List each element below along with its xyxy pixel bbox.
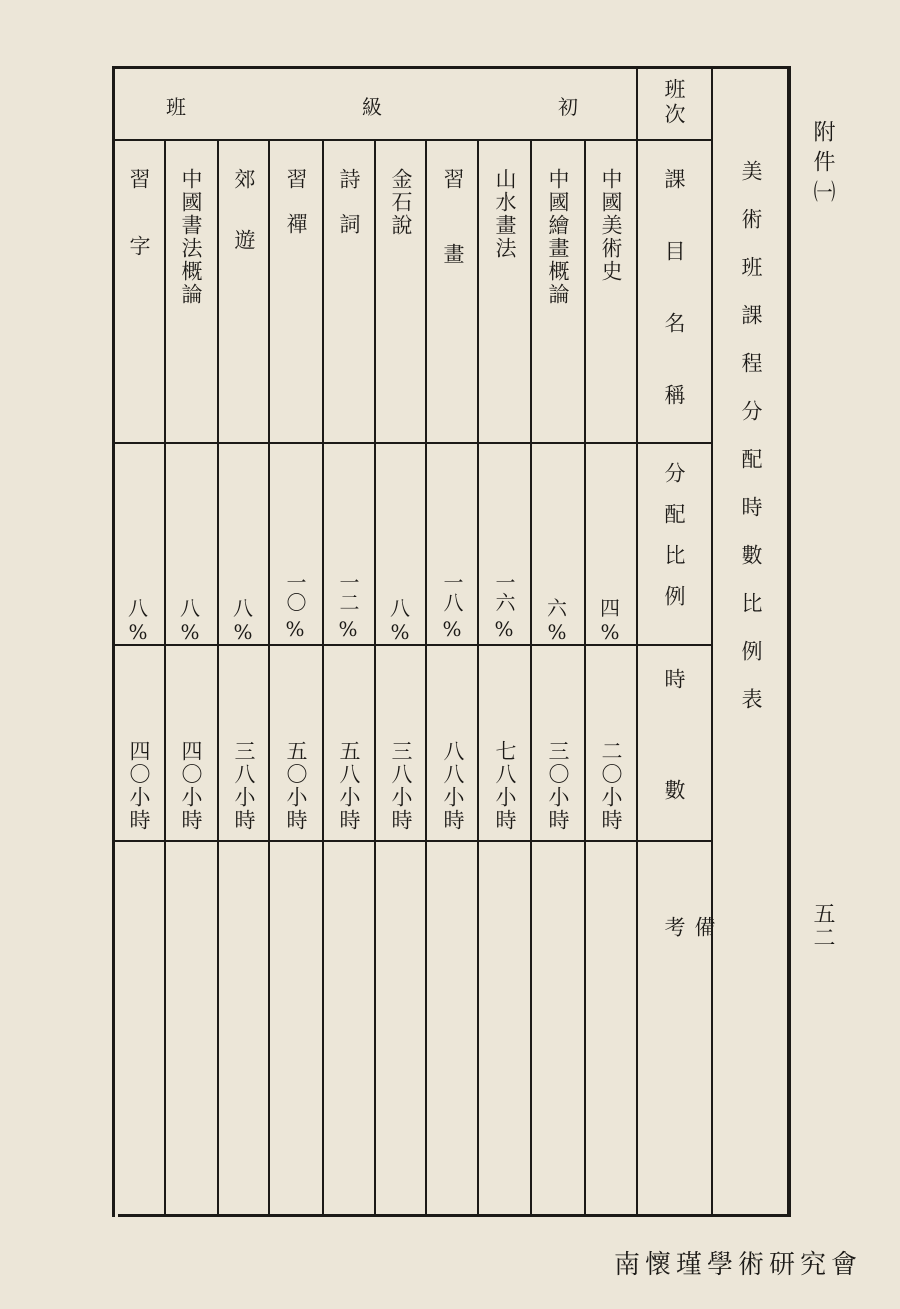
ratio-unit: % bbox=[390, 620, 410, 644]
table-title: 美術班課程分配時數比例表 bbox=[739, 160, 763, 736]
ratio-num: 八 bbox=[390, 596, 410, 620]
ratio-cell bbox=[173, 596, 207, 644]
hours-cell: 七八小時 bbox=[493, 740, 517, 832]
hours-cell: 五〇小時 bbox=[284, 740, 308, 832]
subject-cell: 習字 bbox=[127, 168, 151, 302]
class-header: 班次 bbox=[662, 78, 686, 128]
ratio-unit: % bbox=[285, 617, 305, 641]
hours-cell: 八八小時 bbox=[441, 740, 465, 832]
ratio-num: 一二 bbox=[336, 572, 360, 612]
ratio-unit: % bbox=[233, 620, 253, 644]
hours-header: 時數 bbox=[662, 668, 686, 890]
hours-cell: 五八小時 bbox=[337, 740, 361, 832]
class-group-char-ji: 級 bbox=[362, 95, 382, 119]
ratio-cell bbox=[226, 596, 260, 644]
ratio-unit: % bbox=[494, 617, 514, 641]
ratio-unit: % bbox=[180, 620, 200, 644]
ratio-cell bbox=[487, 572, 521, 641]
ratio-cell bbox=[383, 596, 417, 644]
publisher-footer: 南懷瑾學術研究會 bbox=[613, 1250, 862, 1280]
subject-cell: 中國繪畫概論 bbox=[546, 168, 570, 306]
ratio-cell bbox=[540, 596, 574, 644]
appendix-label: 附件㈠ bbox=[810, 120, 835, 210]
ratio-num: 八 bbox=[128, 596, 148, 620]
ratio-header: 分配比例 bbox=[662, 462, 686, 626]
ratio-num: 六 bbox=[547, 596, 567, 620]
class-group-char-ban: 班 bbox=[166, 95, 186, 119]
subject-cell: 金石說 bbox=[389, 168, 413, 237]
ratio-unit: % bbox=[338, 617, 358, 641]
subject-cell: 詩詞 bbox=[337, 168, 361, 258]
ratio-num: 一六 bbox=[492, 572, 516, 612]
hours-cell: 三八小時 bbox=[389, 740, 413, 832]
class-group-char-chu: 初 bbox=[558, 95, 578, 119]
ratio-cell bbox=[593, 596, 627, 644]
ratio-cell bbox=[121, 596, 155, 644]
subject-cell: 習畫 bbox=[441, 168, 465, 318]
subject-cell: 中國書法概論 bbox=[179, 168, 203, 306]
hours-cell: 三〇小時 bbox=[546, 740, 570, 832]
ratio-num: 四 bbox=[600, 596, 620, 620]
ratio-cell bbox=[435, 572, 469, 641]
subject-cell: 郊遊 bbox=[232, 168, 256, 290]
remarks-header: 備考 bbox=[662, 916, 716, 1117]
ratio-unit: % bbox=[600, 620, 620, 644]
hours-cell: 四〇小時 bbox=[179, 740, 203, 832]
ratio-num: 一八 bbox=[440, 572, 464, 612]
ratio-unit: % bbox=[128, 620, 148, 644]
ratio-unit: % bbox=[442, 617, 462, 641]
ratio-num: 八 bbox=[180, 596, 200, 620]
ratio-unit: % bbox=[547, 620, 567, 644]
subject-cell: 中國美術史 bbox=[599, 168, 623, 283]
ratio-num: 八 bbox=[233, 596, 253, 620]
hours-cell: 二〇小時 bbox=[599, 740, 623, 832]
ratio-cell bbox=[278, 572, 312, 641]
hours-cell: 四〇小時 bbox=[127, 740, 151, 832]
subject-cell: 習禪 bbox=[284, 168, 308, 258]
page-number: 五二 bbox=[810, 902, 835, 950]
ratio-cell bbox=[331, 572, 365, 641]
ratio-num: 一〇 bbox=[283, 572, 307, 612]
subject-cell: 山水畫法 bbox=[493, 168, 517, 260]
hours-cell: 三八小時 bbox=[232, 740, 256, 832]
subject-header: 課目名稱 bbox=[662, 168, 686, 456]
